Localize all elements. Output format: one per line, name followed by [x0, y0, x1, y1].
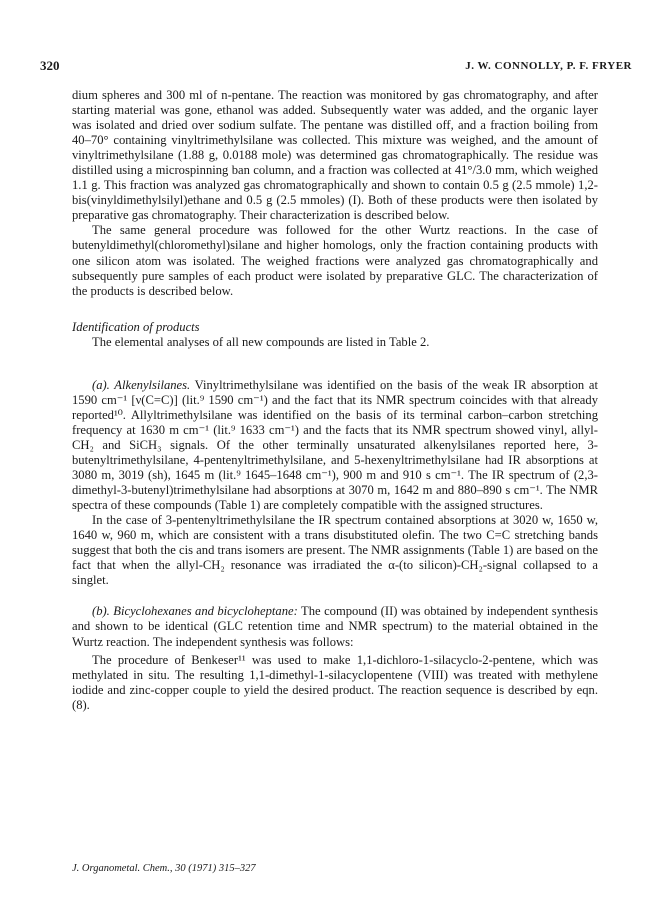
- bicyclohexanes-text: The compound (II) was obtained by independent synthesis and shown to be identical (GLC retention time and NMR spectrum) to the material obtained in the Wurtz reaction. The independent synthesis was follows:: [72, 604, 598, 649]
- subsection-label-alkenylsilanes: (a). Alkenylsilanes.: [92, 377, 191, 392]
- alkenylsilanes-text: Vinyltrimethylsilane was identified on the basis of the weak IR absorption at 1590 cm⁻¹ [ν(C=C)] (lit.⁹ 1590 cm⁻¹) and the fact that its NMR spectrum coincides with that already reported¹⁰. Allyltrimethylsilane was identified on the basis of its terminal carbon–carbon stretching frequency at 1630 m cm⁻¹ (lit.⁹ 1633 cm⁻¹) and the facts that its NMR spectrum showed vinyl, allyl-CH₂ and SiCH₃ signals. Of the other terminally unsaturated alkenylsilanes reported here, 3-butenyltrimethylsilane, 4-pentenyltrimethylsilane, and 5-hexenyltrimethylsilane had IR absorptions at 3080 m, 3019 (sh), 1645 m (lit.⁹ 1645–1648 cm⁻¹), 900 m and 910 s cm⁻¹. The IR spectrum of (2,3-dimethyl-3-butenyl)trimethylsilane had absorptions at 3070 m, 1642 m and 880–890 s cm⁻¹. The NMR spectra of these compounds (Table 1) are completely compatible with the assigned structures.: [72, 377, 598, 513]
- footer-journal-citation: J. Organometal. Chem., 30 (1971) 315–327: [72, 863, 256, 874]
- subsection-label-bicyclohexanes: (b). Bicyclohexanes and bicycloheptane:: [92, 604, 298, 619]
- paragraph-procedure: dium spheres and 300 ml of n-pentane. The reaction was monitored by gas chromatography, and after starting material was gone, ethanol was added. Subsequently water was added, and the organic layer was isolated and dried over sodium sulfate. The pentane was distilled off, and a fraction boiling from 40–70° containing vinyltrimethylsilane was collected. This mixture was weighed, and the amount of vinyltrimethylsilane (1.88 g, 0.0188 mole) was determined gas chromatographically. The residue was distilled using a microspinning ban column, and a fraction was collected at 41°/3.0 mm, which weighed 1.1 g. This fraction was analyzed gas chromatographically and shown to contain 0.5 g (2.5 mmole) 1,2-bis(vinyldimethylsilyl)ethane and 0.5 g (2.5 mmoles) (I). Both of these products were then isolated by preparative gas chromatography. Their characterization is described below.: [72, 88, 598, 223]
- paragraph-benkeser-procedure: The procedure of Benkeser¹¹ was used to make 1,1-dichloro-1-silacyclo-2-pentene, which was methylated in situ. The resulting 1,1-dimethyl-1-silacyclopentene (VIII) was treated with methylene iodide and zinc-copper couple to yield the desired product. The reaction sequence is described by eqn. (8).: [72, 652, 598, 712]
- paragraph-elemental-analyses: The elemental analyses of all new compounds are listed in Table 2.: [92, 334, 430, 349]
- page-number: 320: [40, 58, 60, 73]
- article-body: [72, 88, 598, 713]
- paragraph-alkenylsilanes: [72, 378, 598, 513]
- paragraph-pentenyl: In the case of 3-pentenyltrimethylsilane the IR spectrum contained absorptions at 3020 w, 1650 w, 1640 w, 960 m, which are consistent with a trans disubstituted olefin. The two C=C stretching bands suggest that both the cis and trans isomers are present. The NMR assignments (Table 1) are based on the fact that when the allyl-CH₂ resonance was irradiated the α-(to silicon)-CH₂-signal collapsed to a singlet.: [72, 513, 598, 588]
- paragraph-bicyclohexanes: [72, 604, 598, 649]
- section-heading-identification: Identification of products: [72, 319, 200, 334]
- running-head-authors: J. W. CONNOLLY, P. F. FRYER: [465, 60, 632, 72]
- paragraph-general-procedure: The same general procedure was followed for the other Wurtz reactions. In the case of butenyldimethyl(chloromethyl)silane and higher homologs, only the fraction containing products with one silicon atom was isolated. The weighed fractions were analyzed gas chromatographically and subsequently pure samples of each product were isolated by preparative GLC. The characterization of the products is described below.: [72, 223, 598, 298]
